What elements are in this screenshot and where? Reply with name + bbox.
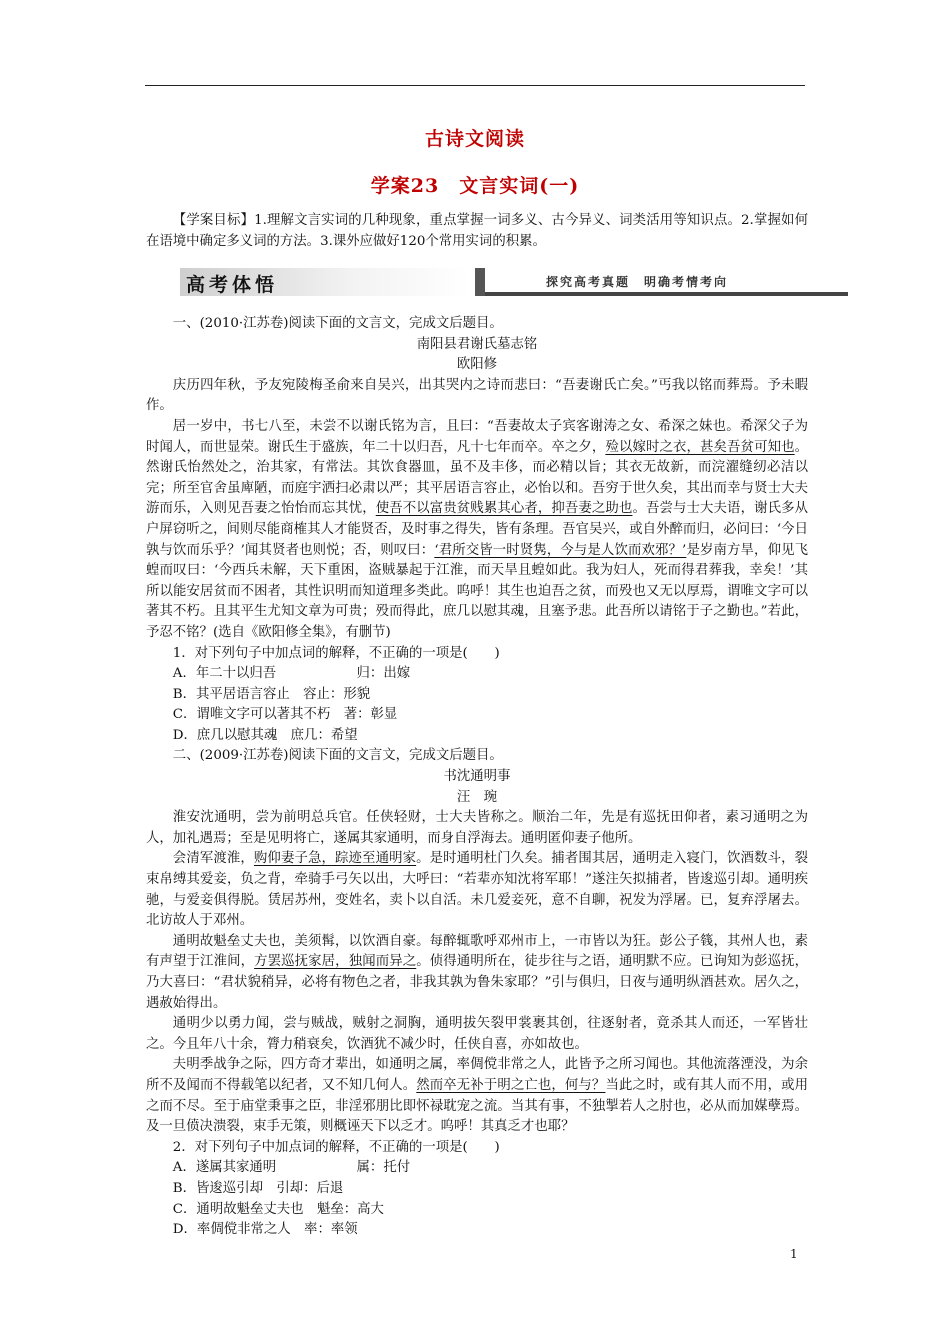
banner-line — [485, 292, 848, 296]
q2-option-d: D．率倜傥非常之人 率：率领 — [172, 1222, 358, 1238]
header-rule — [145, 85, 805, 86]
q2-option-a: A．遂属其家通明 属：托付 — [172, 1160, 411, 1176]
part2-paragraph: 通明少以勇力闻，尝与贼战，贼射之洞胸，通明拔矢裂甲裳裹其创，往逐射者，竟杀其人而还，一军皆壮之。今且年八十余，膂力稍衰矣，饮酒犹不减少时，任侠自喜，亦如故也。 — [146, 1016, 808, 1052]
q2-option-c: C．通明故魁垒丈夫也 魁垒：高大 — [172, 1201, 384, 1217]
part1-paragraph: 庆历四年秋，予友宛陵梅圣俞来自吴兴，出其哭内之诗而悲曰：“吾妻谢氏亡矣。”丐我以铭而葬焉。予未暇作。 — [146, 377, 808, 414]
underlined-sentence: 殓以嫁时之衣，甚矣吾贫可知也 — [605, 439, 795, 455]
question-1: 1．对下列句子中加点词的解释，不正确的一项是( ) — [172, 645, 500, 661]
q1-option-c: C．谓唯文字可以著其不朽 著：彰显 — [172, 707, 398, 723]
underlined-sentence: 购仰妻子急，踪迹至通明家 — [253, 851, 417, 867]
part2-intro: 二、(2009·江苏卷)阅读下面的文言文，完成文后题目。 — [172, 748, 503, 764]
part1-author: 欧阳修 — [456, 357, 498, 373]
underlined-sentence: ‘君所交皆一时贤隽，今与是人饮而欢邪？’ — [434, 542, 687, 558]
q1-option-b: B．其平居语言容止 容止：形貌 — [172, 686, 371, 702]
part2-paragraph: 夫明季战争之际，四方奇才辈出，如通明之属，率倜傥非常之人，此皆予之所习闻也。其他流落湮没，为余所不及闻而不得载笔以纪者，又不知几何人。然而卒无补于明之亡也，何与？当此之时，或有其人而不用，或用之而不尽。至于庙堂秉事之臣，非淫邪朋比即怀禄耽宠之流。当其有事，不独掣若人之肘也，必从而加媒孽焉。及一旦偾决溃裂，束手无策，则概诬天下以乏才。呜呼！其真乏才也耶？ — [146, 1057, 809, 1135]
goal-label: 【学案目标】 — [172, 213, 255, 228]
part2-title: 书沈通明事 — [443, 769, 511, 785]
part2-paragraph: 淮安沈通明，尝为前明总兵官。任侠轻财，士大夫皆称之。顺治二年，先是有巡抚田仰者，素习通明之为人，加礼遇焉；至是见明将亡，遂属其家通明，而身自浮海去。通明匿仰妻子他所。 — [146, 810, 808, 846]
part1-title: 南阳县君谢氏墓志铭 — [416, 336, 538, 352]
page-subtitle: 学案23 文言实词(一) — [370, 175, 580, 197]
exam-content — [146, 314, 808, 1241]
underlined-sentence: 然而卒无补于明之亡也，何与？ — [416, 1077, 606, 1093]
goal-text: 1.理解文言实词的几种现象，重点掌握一词多义、古今异义、词类活用等知识点。2.掌握如何在语境中确定多义词的方法。3.课外应做好120个常用实词的积累。 — [146, 213, 808, 249]
part1-intro: 一、(2010·江苏卷)阅读下面的文言文，完成文后题目。 — [172, 316, 503, 331]
underlined-sentence: 方罢巡抚家居，独闻而异之 — [254, 954, 417, 970]
q2-option-b: B．皆逡巡引却 引却：后退 — [172, 1180, 344, 1196]
part2-paragraph: 会清军渡淮，购仰妻子急，踪迹至通明家。是时通明杜门久矣。捕者围其居，通明走入寝门，饮酒数斗，裂束帛缚其爱妾，负之背，牵骑手弓矢以出，大呼曰：“若辈亦知沈将军耶！”遂注矢拟捕者，皆逡巡引却。通明疾驰，与爱妾俱得脱。赁居苏州，变姓名，卖卜以自活。未几爱妾死，意不自聊，祝发为浮屠。已，复弃浮屠去。北访故人于邓州。 — [146, 851, 809, 929]
q1-option-d: D．庶几以慰其魂 庶几：希望 — [172, 727, 358, 743]
part2-paragraph: 通明故魁垒丈夫也，美须髯，以饮酒自豪。每醉辄歌呼邓州市上，一市皆以为狂。彭公子篯，其州人也，素有声望于江淮间，方罢巡抚家居，独闻而异之。侦得通明所在，徒步往与之语，通明默不应。已询知为彭巡抚，乃大喜曰：“君状貌稍异，必将有物色之者，非我其孰为鲁朱家耶？”引与俱归，日夜与通明纵酒甚欢。居久之，遇赦始得出。 — [146, 933, 809, 1011]
banner-tag: 高考体悟 — [186, 274, 279, 296]
page-title: 古诗文阅读 — [424, 128, 525, 150]
section-banner — [170, 268, 848, 296]
learning-goal — [146, 211, 808, 252]
banner-divider — [475, 268, 485, 296]
question-2: 2．对下列句子中加点词的解释，不正确的一项是( ) — [172, 1139, 500, 1155]
part2-author: 汪 琬 — [456, 789, 498, 805]
part1-paragraph: 居一岁中，书七八至，未尝不以谢氏铭为言，且曰：“吾妻故太子宾客谢涛之女、希深之妹也。希深父子为时闻人，而世显荣。谢氏生于盛族，年二十以归吾，凡十七年而卒。卒之夕，殓以嫁时之衣，甚矣吾贫可知也。然谢氏怡然处之，治其家，有常法。其饮食器皿，虽不及丰侈，而必精以旨；其衣无故新，而浣濯缝纫必洁以完；所至官舍虽庳陋，而庭宇洒扫必肃以严；其平居语言容止，必怡以和。吾穷于世久矣，其出而幸与贤士大夫游而乐，入则见吾妻之怡怡而忘其忧，使吾不以富贵贫贱累其心者，抑吾妻之助也。吾尝与士大夫语，谢氏多从户屏窃听之，间则尽能商榷其人才能贤否，及时事之得失，皆有条理。吾官吴兴，或自外醉而归，必问曰：‘今日孰与饮而乐乎？’闻其贤者也则悦；否，则叹曰：‘君所交皆一时贤隽，今与是人饮而欢邪？’是岁南方旱，仰见飞蝗而叹曰：‘今西兵未解，天下重困，盗贼暴起于江淮，而天旱且蝗如此。我为妇人，死而得君葬我，幸矣！’其所以能安居贫而不困者，其性识明而知道理多类此。呜呼！其生也迫吾之贫，而殁也又无以厚焉，谓唯文字可以著其不朽。且其平生尤知文章为可贵；殁而得此，庶几以慰其魂，且塞予悲。此吾所以请铭于子之勤也。”若此，予忍不铭？(选自《欧阳修全集》，有删节) — [146, 418, 809, 640]
banner-subtitle: 探究高考真题 明确考情考向 — [546, 275, 729, 289]
page-number: 1 — [790, 1247, 798, 1261]
q1-option-a: A．年二十以归吾 归：出嫁 — [172, 666, 411, 682]
underlined-sentence: 使吾不以富贵贫贱累其心者，抑吾妻之助也 — [375, 501, 633, 517]
